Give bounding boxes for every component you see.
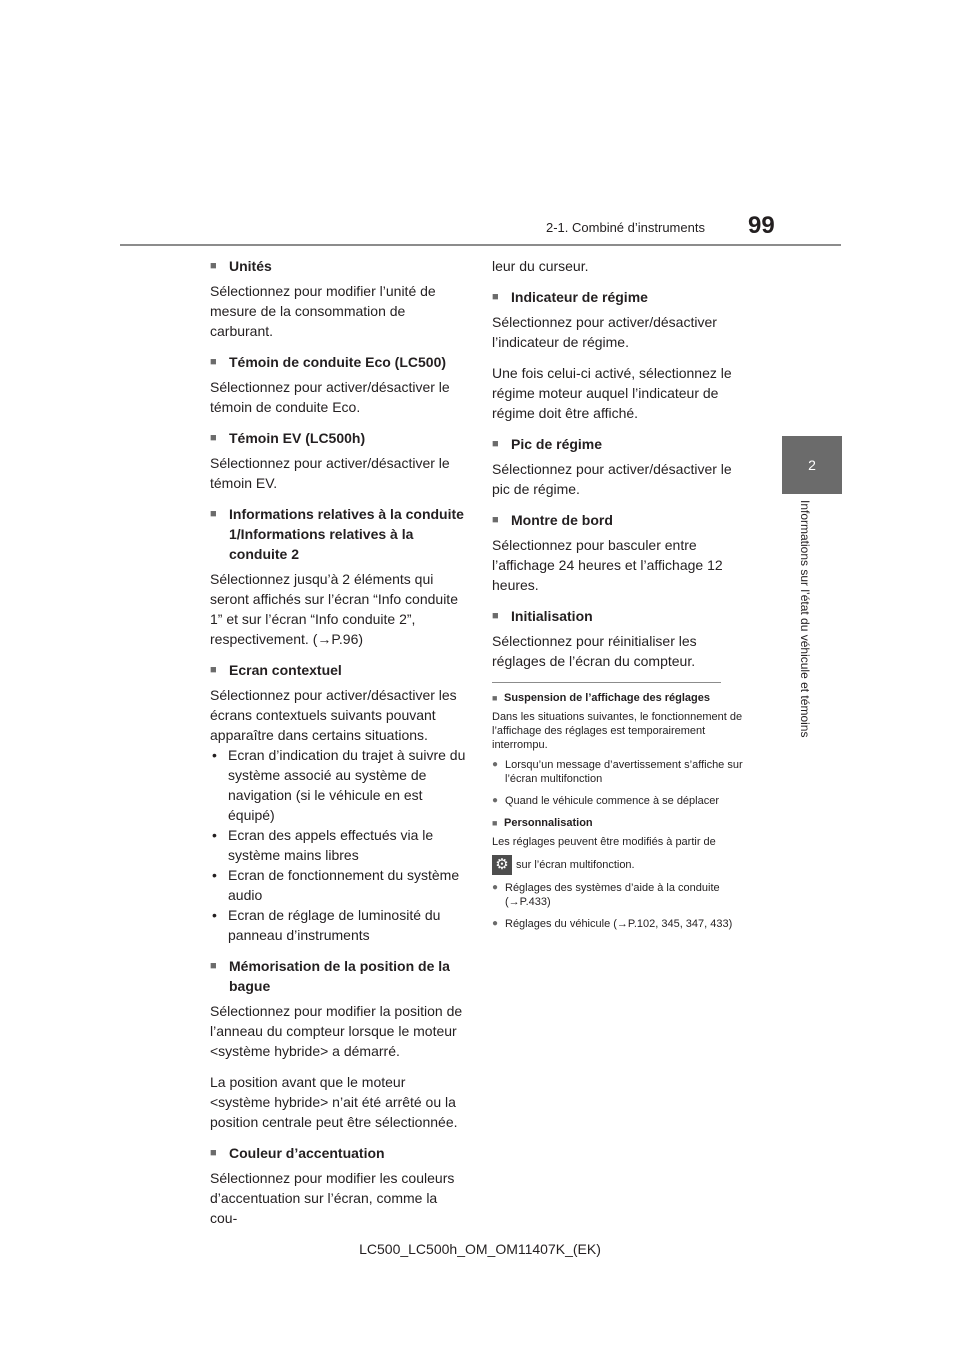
text-popup: Sélectionnez pour activer/désactiver les écrans contextuels suivants pouvant apparaître dans certains situations.: [210, 687, 457, 743]
right-column: [492, 256, 746, 939]
heading-rev-peak: ■ Pic de régime: [492, 434, 746, 454]
text-ring-position-2: La position avant que le moteur <système hybride> n’ait été arrêté ou la position centrale peut être sélectionnée.: [210, 1074, 458, 1130]
text-initialization: Sélectionnez pour réinitialiser les réglages de l’écran du compteur.: [492, 633, 697, 669]
text-accent-color-cont: leur du curseur.: [492, 258, 589, 274]
chapter-number: 2: [808, 457, 816, 473]
heading-clock: ■ Montre de bord: [492, 510, 746, 530]
note-list-item: ● Lorsqu’un message d’avertissement s’affiche sur l’écran multifonction: [492, 758, 746, 786]
left-column: [210, 256, 466, 1239]
heading-rev-indicator: ■ Indicateur de régime: [492, 287, 746, 307]
heading-driving-info: ■ Informations relatives à la conduite 1/Informations relatives à la conduite 2: [210, 504, 466, 564]
chapter-label: Informations sur l’état du véhicule et témoins: [798, 500, 812, 738]
note-text-customization-1: Les réglages peuvent être modifiés à partir de: [492, 836, 716, 848]
text-units: Sélectionnez pour modifier l’unité de mesure de la consommation de carburant.: [210, 283, 436, 339]
header-rule: [120, 244, 841, 246]
heading-ring-position: ■ Mémorisation de la position de la bague: [210, 956, 466, 996]
note-divider: [492, 682, 721, 683]
note-text-suspension: Dans les situations suivantes, le fonctionnement de l’affichage des réglages est temporairement interrompu.: [492, 711, 743, 751]
heading-popup: ■ Ecran contextuel: [210, 660, 466, 680]
list-item: • Ecran de réglage de luminosité du panneau d’instruments: [210, 905, 466, 945]
heading-eco: ■ Témoin de conduite Eco (LC500): [210, 352, 466, 372]
list-item: • Ecran d’indication du trajet à suivre du système associé au système de navigation (si le véhicule en est équipé): [210, 745, 466, 825]
heading-accent-color: ■ Couleur d’accentuation: [210, 1143, 466, 1163]
page-number: 99: [748, 212, 775, 239]
header-section-title: 2-1. Combiné d’instruments: [546, 220, 705, 235]
note-list-item: ● Réglages du véhicule (→P.102, 345, 347, 433): [492, 917, 746, 931]
heading-ev: ■ Témoin EV (LC500h): [210, 428, 466, 448]
heading-initialization: ■ Initialisation: [492, 606, 746, 626]
text-rev-indicator-1: Sélectionnez pour activer/désactiver l’indicateur de régime.: [492, 314, 717, 350]
text-clock: Sélectionnez pour basculer entre l’affichage 24 heures et l’affichage 12 heures.: [492, 537, 723, 593]
chapter-label-vertical: [798, 500, 826, 820]
note-heading-customization: ■ Personnalisation: [492, 816, 746, 830]
text-rev-indicator-2: Une fois celui-ci activé, sélectionnez le régime moteur auquel l’indicateur de régime doit être affiché.: [492, 365, 732, 421]
footer-code: LC500_LC500h_OM_OM11407K_(EK): [359, 1241, 601, 1257]
note-text-customization-2: sur l’écran multifonction.: [516, 858, 635, 871]
gear-icon: ⚙: [492, 855, 512, 875]
list-item: • Ecran des appels effectués via le système mains libres: [210, 825, 466, 865]
text-eco: Sélectionnez pour activer/désactiver le témoin de conduite Eco.: [210, 379, 450, 415]
heading-units: ■ Unités: [210, 256, 466, 276]
text-rev-peak: Sélectionnez pour activer/désactiver le pic de régime.: [492, 461, 732, 497]
note-list-item: ● Quand le véhicule commence à se déplacer: [492, 794, 746, 808]
list-item: • Ecran de fonctionnement du système audio: [210, 865, 466, 905]
chapter-tab: [782, 436, 842, 494]
text-accent-color: Sélectionnez pour modifier les couleurs d’accentuation sur l’écran, comme la cou-: [210, 1170, 455, 1226]
note-text-customization-2-row: [492, 855, 746, 875]
text-driving-info: Sélectionnez jusqu’à 2 éléments qui seront affichés sur l’écran “Info conduite 1” et sur l’écran “Info conduite 2”, respectivement. (→P.96): [210, 571, 458, 647]
text-ev: Sélectionnez pour activer/désactiver le témoin EV.: [210, 455, 450, 491]
note-list-item: ● Réglages des systèmes d’aide à la conduite (→P.433): [492, 881, 746, 909]
text-ring-position-1: Sélectionnez pour modifier la position de l’anneau du compteur lorsque le moteur <système hybride> a démarré.: [210, 1003, 463, 1059]
note-heading-suspension: ■ Suspension de l’affichage des réglages: [492, 691, 746, 705]
